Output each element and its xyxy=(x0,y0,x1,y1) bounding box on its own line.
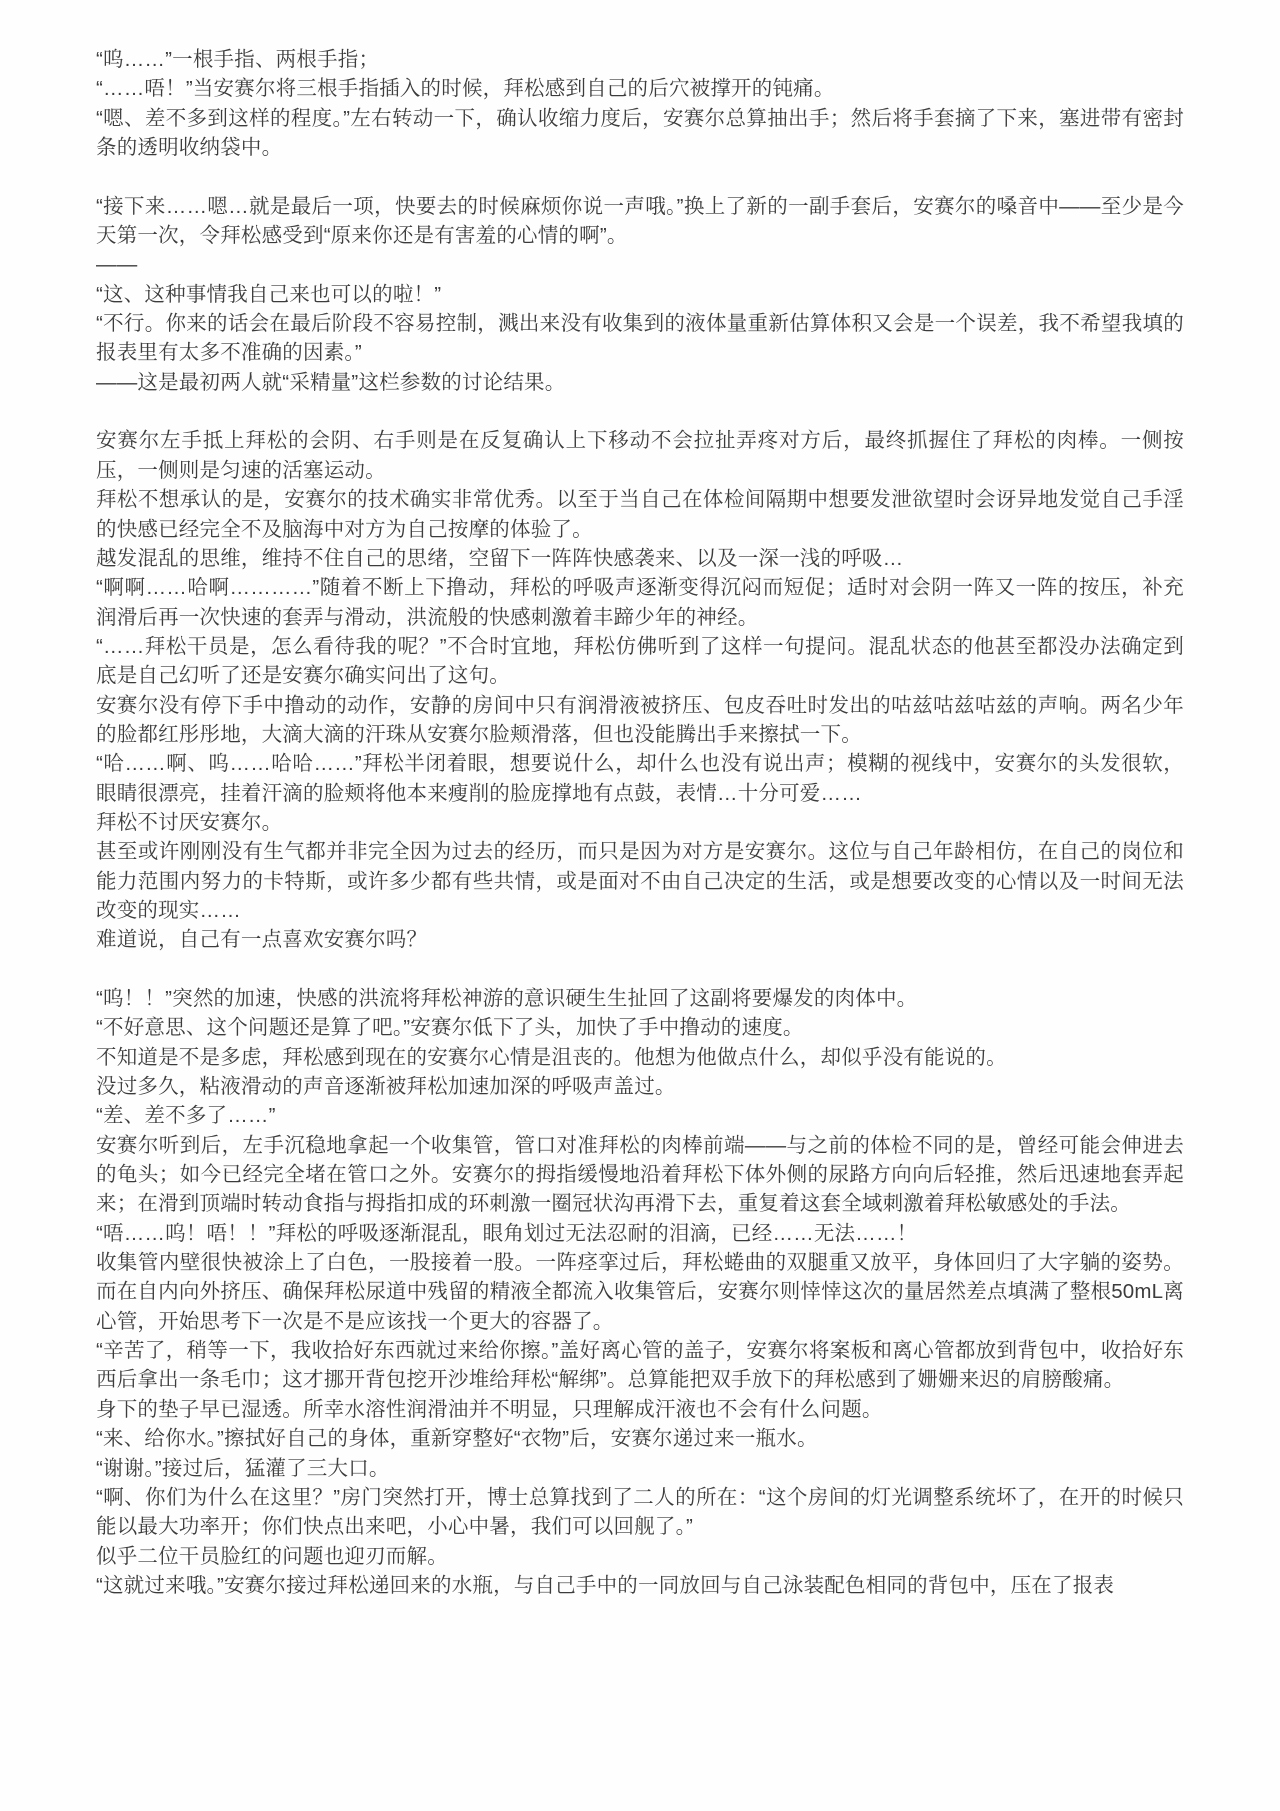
paragraph: “……拜松干员是，怎么看待我的呢？”不合时宜地，拜松仿佛听到了这样一句提问。混乱状态的他甚至都没办法确定到底是自己幻听了还是安赛尔确实问出了这句。 xyxy=(96,634,1184,688)
paragraph: 安赛尔没有停下手中撸动的动作，安静的房间中只有润滑液被挤压、包皮吞吐时发出的咕兹咕兹咕兹的声响。两名少年的脸都红彤彤地，大滴大滴的汗珠从安赛尔脸颊滑落，但也没能腾出手来擦拭一下。 xyxy=(96,693,1184,746)
paragraph: “哈……啊、呜……哈哈……”拜松半闭着眼，想要说什么，却什么也没有说出声；模糊的视线中，安赛尔的头发很软，眼睛很漂亮，挂着汗滴的脸颊将他本来瘦削的脸庞撑地有点鼓，表情…十分可爱…… xyxy=(96,752,1184,805)
paragraph: “谢谢。”接过后，猛灌了三大口。 xyxy=(96,1456,390,1480)
paragraph: 拜松不讨厌安赛尔。 xyxy=(96,810,283,834)
paragraph: 似乎二位干员脸红的问题也迎刃而解。 xyxy=(96,1544,448,1568)
paragraph: —— xyxy=(96,253,138,277)
paragraph: 甚至或许刚刚没有生气都并非完全因为过去的经历，而只是因为对方是安赛尔。这位与自己年龄相仿，在自己的岗位和能力范围内努力的卡特斯，或许多少都有些共情，或是面对不由自己决定的生活，或是想要改变的心情以及一时间无法改变的现实…… xyxy=(96,840,1184,922)
paragraph: “来、给你水。”擦拭好自己的身体，重新穿整好“衣物”后，安赛尔递过来一瓶水。 xyxy=(96,1427,818,1451)
blank-line xyxy=(96,397,1184,426)
paragraph: “啊、你们为什么在这里？”房门突然打开，博士总算找到了二人的所在：“这个房间的灯光调整系统坏了，在开的时候只能以最大功率开；你们快点出来吧，小心中暑，我们可以回舰了。” xyxy=(96,1485,1184,1539)
paragraph: “接下来……嗯…就是最后一项，快要去的时候麻烦你说一声哦。”换上了新的一副手套后，安赛尔的嗓音中——至少是今天第一次，令拜松感受到“原来你还是有害羞的心情的啊”。 xyxy=(96,194,1184,248)
paragraph: 拜松不想承认的是，安赛尔的技术确实非常优秀。以至于当自己在体检间隔期中想要发泄欲望时会讶异地发觉自己手淫的快感已经完全不及脑海中对方为自己按摩的体验了。 xyxy=(96,488,1184,541)
paragraph: “不好意思、这个问题还是算了吧。”安赛尔低下了头，加快了手中撸动的速度。 xyxy=(96,1016,804,1040)
paragraph: “唔……呜！唔！！”拜松的呼吸逐渐混乱，眼角划过无法忍耐的泪滴，已经……无法……！ xyxy=(96,1221,918,1245)
paragraph: “辛苦了，稍等一下，我收拾好东西就过来给你擦。”盖好离心管的盖子，安赛尔将案板和离心管都放到背包中，收拾好东西后拿出一条毛巾；这才挪开背包挖开沙堆给拜松“解绑”。总算能把双手放下的拜松感到了姗姗来迟的肩膀酸痛。 xyxy=(96,1339,1184,1392)
paragraph: 不知道是不是多虑，拜松感到现在的安赛尔心情是沮丧的。他想为他做点什么，却似乎没有能说的。 xyxy=(96,1045,1007,1069)
paragraph: “差、差不多了……” xyxy=(96,1104,276,1128)
paragraph: “啊啊……哈啊…………”随着不断上下撸动，拜松的呼吸声逐渐变得沉闷而短促；适时对会阴一阵又一阵的按压，补充润滑后再一次快速的套弄与滑动，洪流般的快感刺激着丰蹄少年的神经。 xyxy=(96,576,1184,629)
paragraph: “……唔！”当安赛尔将三根手指插入的时候，拜松感到自己的后穴被撑开的钝痛。 xyxy=(96,77,835,101)
paragraph: “不行。你来的话会在最后阶段不容易控制，溅出来没有收集到的液体量重新估算体积又会是一个误差，我不希望我填的报表里有太多不准确的因素。” xyxy=(96,312,1184,365)
paragraph: 没过多久，粘液滑动的声音逐渐被拜松加速加深的呼吸声盖过。 xyxy=(96,1075,676,1099)
paragraph: “这就过来哦。”安赛尔接过拜松递回来的水瓶，与自己手中的一同放回与自己泳装配色相同的背包中，压在了报表 xyxy=(96,1573,1115,1597)
blank-line xyxy=(96,162,1184,191)
paragraph: “呜！！”突然的加速，快感的洪流将拜松神游的意识硬生生扯回了这副将要爆发的肉体中。 xyxy=(96,987,918,1010)
paragraph: “嗯、差不多到这样的程度。”左右转动一下，确认收缩力度后，安赛尔总算抽出手；然后将手套摘了下来，塞进带有密封条的透明收纳袋中。 xyxy=(96,106,1184,160)
paragraph-list xyxy=(96,45,1184,1600)
paragraph: “呜……”一根手指、两根手指； xyxy=(96,48,380,71)
paragraph: ——这是最初两人就“采精量”这栏参数的讨论结果。 xyxy=(96,370,566,394)
blank-line xyxy=(96,955,1184,984)
paragraph: 越发混乱的思维，维持不住自己的思绪，空留下一阵阵快感袭来、以及一深一浅的呼吸… xyxy=(96,546,904,570)
paragraph: 安赛尔左手抵上拜松的会阴、右手则是在反复确认上下移动不会拉扯弄疼对方后，最终抓握住了拜松的肉棒。一侧按压，一侧则是匀速的活塞运动。 xyxy=(96,429,1184,482)
paragraph: 安赛尔听到后，左手沉稳地拿起一个收集管，管口对准拜松的肉棒前端——与之前的体检不同的是，曾经可能会伸进去的龟头；如今已经完全堵在管口之外。安赛尔的拇指缓慢地沿着拜松下体外侧的尿路方向向后轻推，然后迅速地套弄起来；在滑到顶端时转动食指与拇指扣成的环刺激一圈冠状沟再滑下去，重复着这套全域刺激着拜松敏感处的手法。 xyxy=(96,1133,1184,1216)
paragraph: 身下的垫子早已湿透。所幸水溶性润滑油并不明显，只理解成汗液也不会有什么问题。 xyxy=(96,1397,883,1421)
paragraph: 难道说，自己有一点喜欢安赛尔吗？ xyxy=(96,928,428,952)
paragraph: 收集管内壁很快被涂上了白色，一股接着一股。一阵痉挛过后，拜松蜷曲的双腿重又放平，身体回归了大字躺的姿势。而在自内向外挤压、确保拜松尿道中残留的精液全都流入收集管后，安赛尔则悻悻这次的量居然差点填满了整根50mL离心管，开始思考下一次是不是应该找一个更大的容器了。 xyxy=(96,1251,1184,1333)
paragraph: “这、这种事情我自己来也可以的啦！” xyxy=(96,282,442,306)
